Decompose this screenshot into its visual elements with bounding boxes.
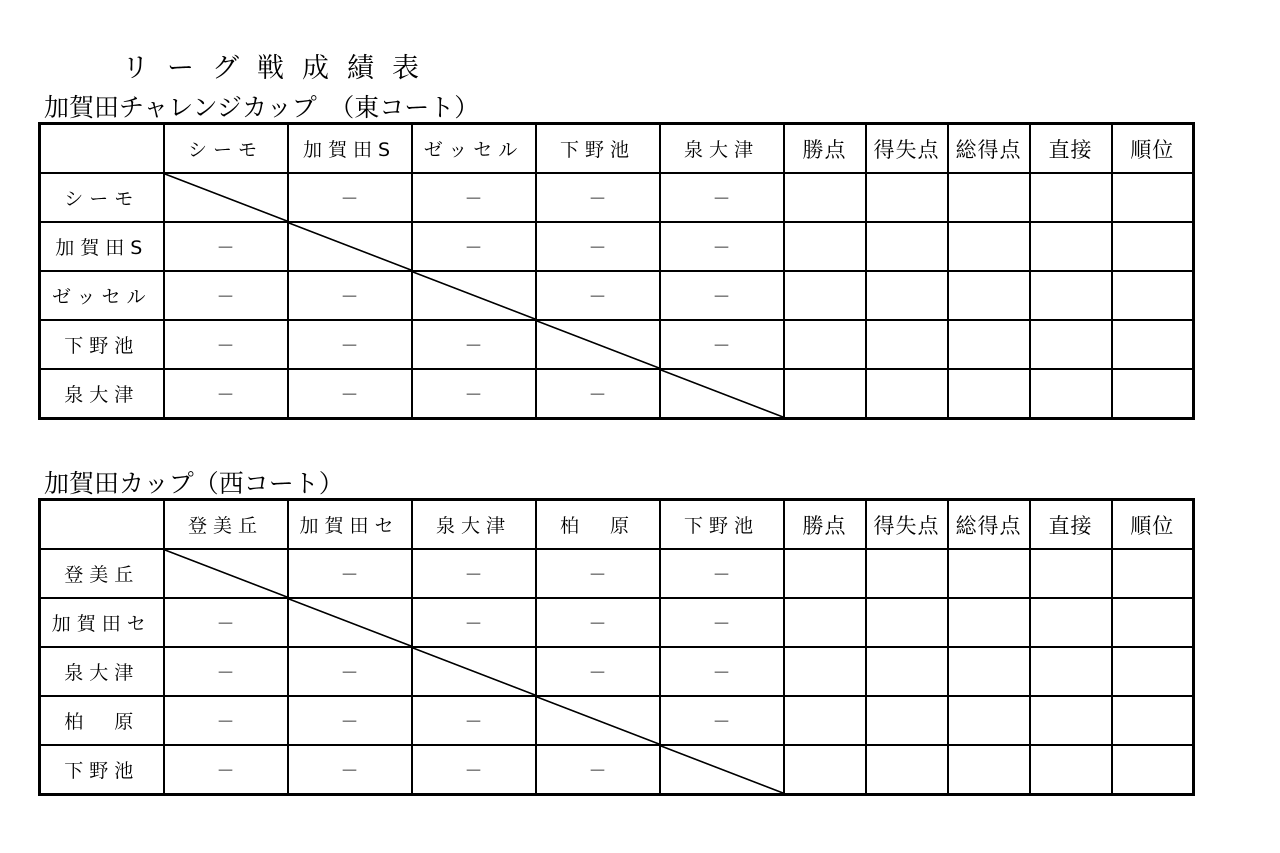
- stat-header: 総得点: [948, 500, 1030, 550]
- match-result-cell: －: [164, 745, 288, 795]
- east-court-title: 加賀田チャレンジカップ （東コート）: [44, 93, 480, 122]
- match-result-cell: －: [536, 173, 660, 222]
- stat-cell: [1030, 549, 1112, 598]
- column-team-header: 泉大津: [660, 124, 784, 174]
- match-result-cell: －: [412, 320, 536, 369]
- column-team-header: 加賀田S: [288, 124, 412, 174]
- table-row: [40, 173, 1194, 222]
- stat-cell: [1030, 222, 1112, 271]
- east-league-table: [38, 122, 1195, 420]
- stat-cell: [784, 696, 866, 745]
- stat-cell: [948, 222, 1030, 271]
- stat-cell: [866, 173, 948, 222]
- column-team-header: 泉大津: [412, 500, 536, 550]
- row-team-header: 泉大津: [40, 647, 164, 696]
- match-result-cell: －: [660, 320, 784, 369]
- match-result-cell: －: [288, 173, 412, 222]
- row-team-header: 柏 原: [40, 696, 164, 745]
- match-result-cell: －: [660, 222, 784, 271]
- stat-cell: [866, 222, 948, 271]
- west-court-title: 加賀田カップ（西コート）: [44, 469, 344, 498]
- stat-header: 得失点: [866, 124, 948, 174]
- stat-cell: [1030, 271, 1112, 320]
- column-team-header: 登美丘: [164, 500, 288, 550]
- stat-cell: [1030, 647, 1112, 696]
- stat-cell: [1112, 320, 1194, 369]
- stat-cell: [948, 271, 1030, 320]
- match-result-cell: －: [412, 598, 536, 647]
- table-row: [40, 549, 1194, 598]
- self-match-cell: [288, 222, 412, 271]
- stat-cell: [866, 647, 948, 696]
- row-team-header: 加賀田セ: [40, 598, 164, 647]
- self-match-cell: [536, 320, 660, 369]
- document-title: リーグ戦成績表: [122, 53, 437, 84]
- match-result-cell: －: [288, 696, 412, 745]
- stat-cell: [948, 320, 1030, 369]
- self-match-cell: [660, 745, 784, 795]
- stat-cell: [1030, 173, 1112, 222]
- match-result-cell: －: [660, 549, 784, 598]
- table-row: [40, 222, 1194, 271]
- match-result-cell: －: [660, 271, 784, 320]
- match-result-cell: －: [288, 369, 412, 419]
- stat-header: 順位: [1112, 500, 1194, 550]
- match-result-cell: －: [164, 696, 288, 745]
- match-result-cell: －: [164, 598, 288, 647]
- stat-cell: [948, 598, 1030, 647]
- table-row: [40, 647, 1194, 696]
- match-result-cell: －: [164, 271, 288, 320]
- match-result-cell: －: [660, 696, 784, 745]
- stat-cell: [866, 549, 948, 598]
- table-row: [40, 745, 1194, 795]
- match-result-cell: －: [164, 222, 288, 271]
- stat-cell: [866, 598, 948, 647]
- stat-cell: [948, 745, 1030, 795]
- stat-cell: [784, 320, 866, 369]
- column-team-header: 柏 原: [536, 500, 660, 550]
- match-result-cell: －: [536, 647, 660, 696]
- match-result-cell: －: [536, 222, 660, 271]
- match-result-cell: －: [536, 549, 660, 598]
- stat-cell: [1112, 598, 1194, 647]
- row-team-header: ゼッセル: [40, 271, 164, 320]
- match-result-cell: －: [536, 598, 660, 647]
- stat-cell: [784, 173, 866, 222]
- stat-cell: [784, 369, 866, 419]
- stat-header: 直接: [1030, 500, 1112, 550]
- row-team-header: シーモ: [40, 173, 164, 222]
- match-result-cell: －: [288, 647, 412, 696]
- match-result-cell: －: [412, 222, 536, 271]
- match-result-cell: －: [660, 647, 784, 696]
- stat-cell: [948, 549, 1030, 598]
- match-result-cell: －: [412, 745, 536, 795]
- stat-cell: [1112, 222, 1194, 271]
- stat-cell: [784, 745, 866, 795]
- stat-cell: [866, 696, 948, 745]
- stat-cell: [866, 369, 948, 419]
- self-match-cell: [536, 696, 660, 745]
- match-result-cell: －: [536, 369, 660, 419]
- corner-cell: [40, 124, 164, 174]
- column-team-header: 下野池: [536, 124, 660, 174]
- stat-header: 得失点: [866, 500, 948, 550]
- stat-cell: [1112, 647, 1194, 696]
- stat-header: 勝点: [784, 124, 866, 174]
- match-result-cell: －: [164, 369, 288, 419]
- table-row: [40, 696, 1194, 745]
- header-row: [40, 500, 1194, 550]
- header-row: [40, 124, 1194, 174]
- match-result-cell: －: [288, 320, 412, 369]
- table-row: [40, 320, 1194, 369]
- stat-cell: [1112, 271, 1194, 320]
- stat-cell: [1112, 173, 1194, 222]
- column-team-header: シーモ: [164, 124, 288, 174]
- match-result-cell: －: [660, 598, 784, 647]
- stat-cell: [784, 271, 866, 320]
- match-result-cell: －: [412, 549, 536, 598]
- column-team-header: 下野池: [660, 500, 784, 550]
- stat-cell: [948, 369, 1030, 419]
- stat-cell: [784, 647, 866, 696]
- stat-cell: [948, 696, 1030, 745]
- stat-header: 勝点: [784, 500, 866, 550]
- row-team-header: 泉大津: [40, 369, 164, 419]
- stat-cell: [948, 173, 1030, 222]
- self-match-cell: [412, 647, 536, 696]
- match-result-cell: －: [288, 745, 412, 795]
- match-result-cell: －: [164, 647, 288, 696]
- stat-cell: [1030, 320, 1112, 369]
- row-team-header: 下野池: [40, 320, 164, 369]
- match-result-cell: －: [660, 173, 784, 222]
- self-match-cell: [288, 598, 412, 647]
- row-team-header: 下野池: [40, 745, 164, 795]
- stat-header: 順位: [1112, 124, 1194, 174]
- stat-cell: [1112, 369, 1194, 419]
- match-result-cell: －: [412, 369, 536, 419]
- self-match-cell: [164, 173, 288, 222]
- self-match-cell: [412, 271, 536, 320]
- stat-cell: [948, 647, 1030, 696]
- table-row: [40, 271, 1194, 320]
- column-team-header: ゼッセル: [412, 124, 536, 174]
- table-row: [40, 598, 1194, 647]
- match-result-cell: －: [412, 173, 536, 222]
- self-match-cell: [660, 369, 784, 419]
- match-result-cell: －: [412, 696, 536, 745]
- match-result-cell: －: [536, 271, 660, 320]
- table-row: [40, 369, 1194, 419]
- corner-cell: [40, 500, 164, 550]
- stat-cell: [1112, 745, 1194, 795]
- match-result-cell: －: [288, 549, 412, 598]
- stat-cell: [866, 745, 948, 795]
- row-team-header: 加賀田S: [40, 222, 164, 271]
- match-result-cell: －: [288, 271, 412, 320]
- stat-header: 直接: [1030, 124, 1112, 174]
- stat-cell: [1030, 745, 1112, 795]
- stat-cell: [1030, 369, 1112, 419]
- stat-cell: [1112, 549, 1194, 598]
- column-team-header: 加賀田セ: [288, 500, 412, 550]
- stat-cell: [784, 549, 866, 598]
- stat-header: 総得点: [948, 124, 1030, 174]
- stat-cell: [1030, 696, 1112, 745]
- stat-cell: [784, 598, 866, 647]
- west-league-table: [38, 498, 1195, 796]
- stat-cell: [784, 222, 866, 271]
- match-result-cell: －: [164, 320, 288, 369]
- stat-cell: [1112, 696, 1194, 745]
- stat-cell: [1030, 598, 1112, 647]
- stat-cell: [866, 271, 948, 320]
- match-result-cell: －: [536, 745, 660, 795]
- self-match-cell: [164, 549, 288, 598]
- row-team-header: 登美丘: [40, 549, 164, 598]
- stat-cell: [866, 320, 948, 369]
